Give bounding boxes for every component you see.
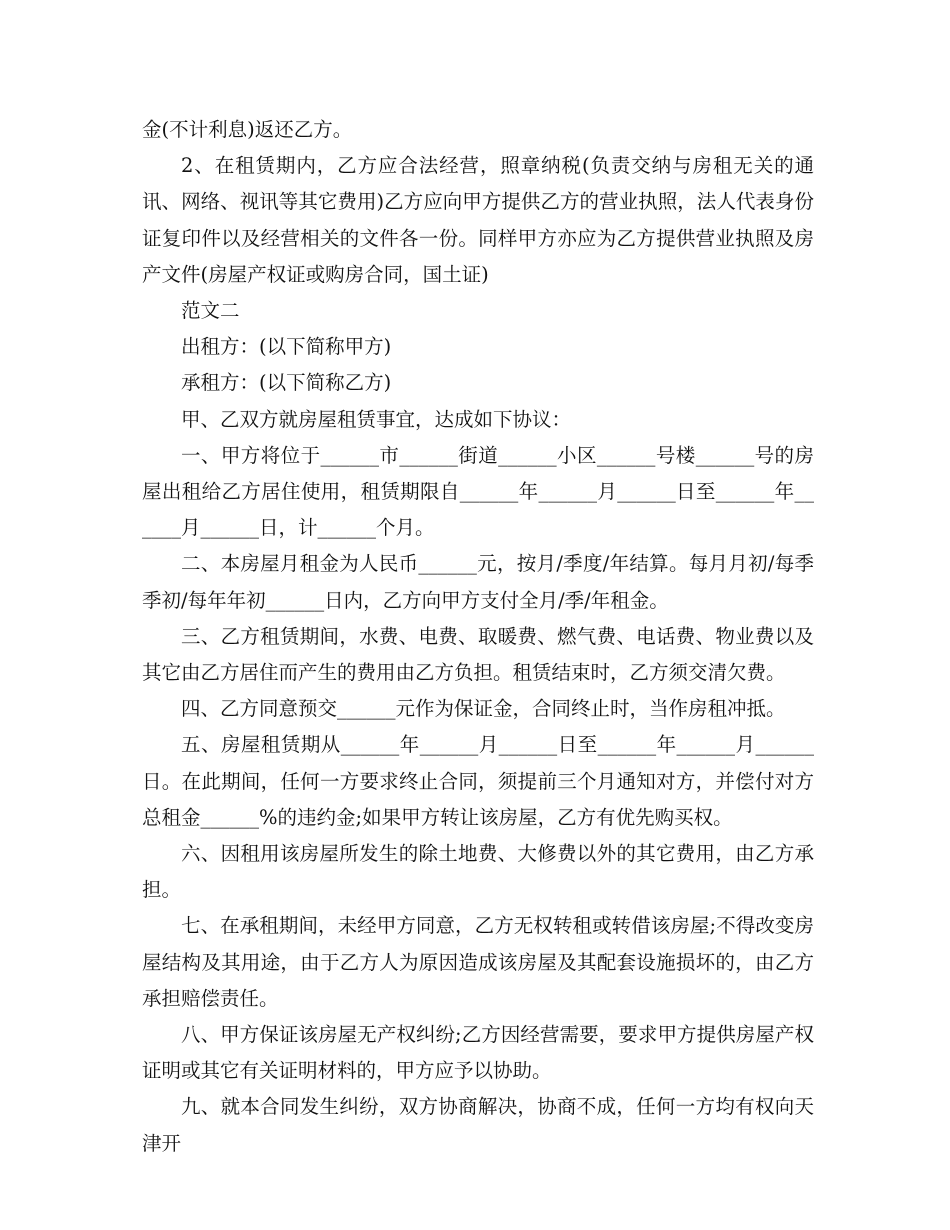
paragraph-article-3: 三、乙方租赁期间，水费、电费、取暖费、燃气费、电话费、物业费以及其它由乙方居住而产生的费用由乙方负担。租赁结束时，乙方须交清欠费。 [142, 624, 814, 685]
paragraph-lessee: 承租方：(以下简称乙方) [181, 371, 392, 395]
paragraph-article-1: 一、甲方将位于______市______街道______小区______号楼______号的房屋出租给乙方居住使用，租赁期限自______年______月______日至______年______月______日，计______个月。 [142, 443, 814, 540]
paragraph-agreement-intro: 甲、乙双方就房屋租赁事宜，达成如下协议： [181, 407, 572, 431]
paragraph-article-8: 八、甲方保证该房屋无产权纠纷;乙方因经营需要，要求甲方提供房屋产权证明或其它有关证明材料的，甲方应予以协助。 [142, 1023, 814, 1083]
paragraph-article-9: 九、就本合同发生纠纷，双方协商解决，协商不成，任何一方均有权向天津开 [142, 1095, 814, 1155]
paragraph-article-6: 六、因租用该房屋所发生的除土地费、大修费以外的其它费用，由乙方承担。 [142, 842, 814, 902]
document-body [142, 112, 814, 1162]
paragraph-article-5: 五、房屋租赁期从______年______月______日至______年______月______日。在此期间，任何一方要求终止合同，须提前三个月通知对方，并偿付对方总租金______%的违约金;如果甲方转让该房屋，乙方有优先购买权。 [142, 733, 814, 829]
paragraph-lessor: 出租方：(以下简称甲方) [181, 335, 392, 359]
paragraph-clause-2: 2、在租赁期内，乙方应合法经营，照章纳税(负责交纳与房租无关的通讯、网络、视讯等其它费用)乙方应向甲方提供乙方的营业执照，法人代表身份证复印件以及经营相关的文件各一份。同样甲方亦应为乙方提供营业执照及房产文件(房屋产权证或购房合同，国土证) [142, 154, 814, 286]
paragraph-article-2: 二、本房屋月租金为人民币______元，按月/季度/年结算。每月月初/每季季初/每年年初______日内，乙方向甲方支付全月/季/年租金。 [142, 552, 814, 612]
paragraph-article-4: 四、乙方同意预交______元作为保证金，合同终止时，当作房租冲抵。 [181, 697, 786, 721]
section-heading-sample-two: 范文二 [181, 299, 240, 323]
paragraph-continuation: 金(不计利息)返还乙方。 [142, 118, 353, 141]
paragraph-article-7: 七、在承租期间，未经甲方同意，乙方无权转租或转借该房屋;不得改变房屋结构及其用途，由于乙方人为原因造成该房屋及其配套设施损坏的，由乙方承担赔偿责任。 [142, 914, 814, 1010]
